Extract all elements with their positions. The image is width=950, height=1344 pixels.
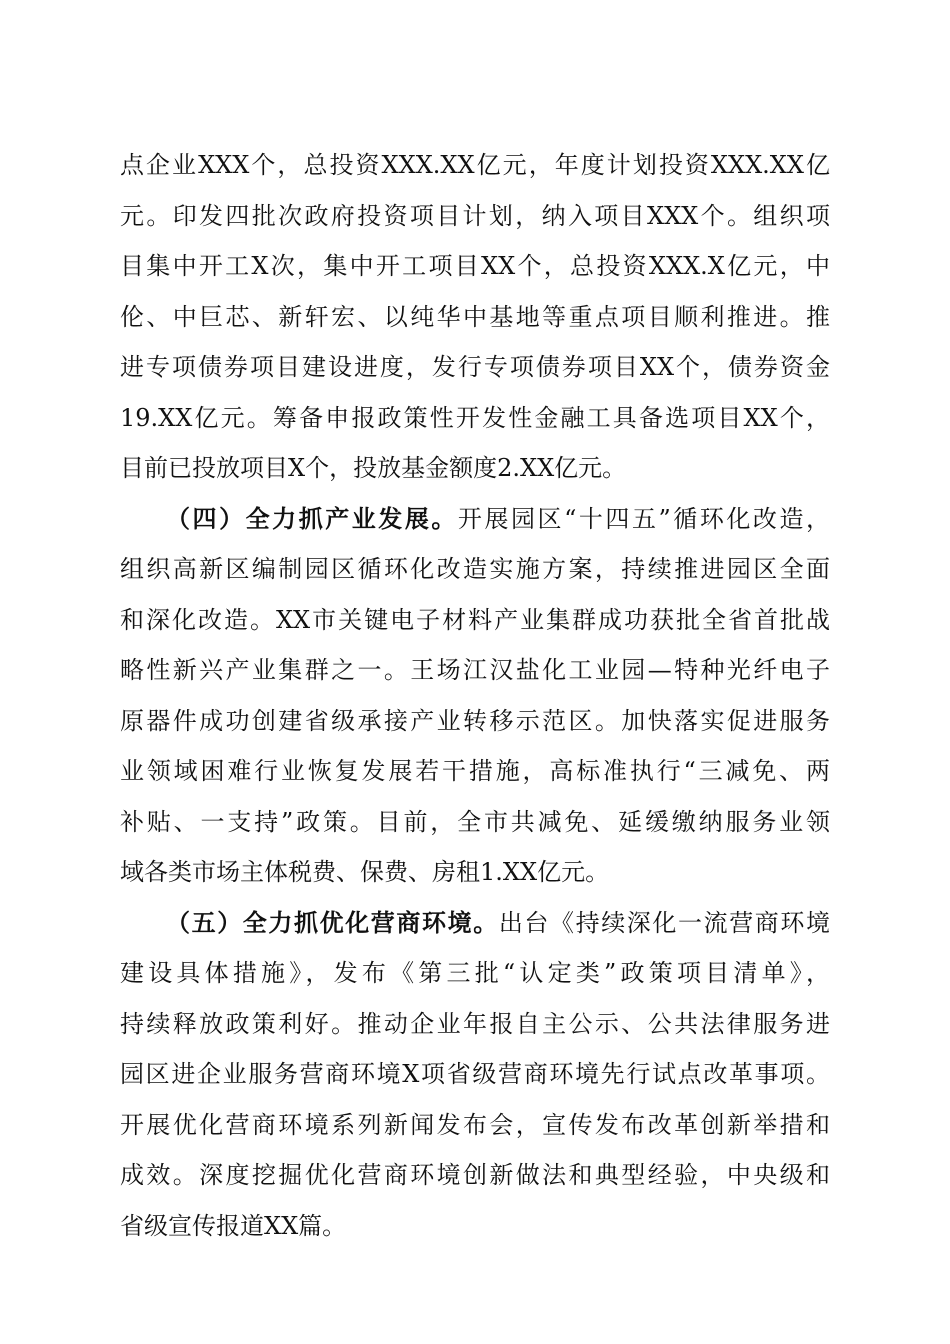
text-line: 原器件成功创建省级承接产业转移示范区。加快落实促进服务 xyxy=(120,706,830,735)
paragraph-industry-development xyxy=(120,494,830,898)
text-line: 域各类市场主体税费、保费、房租1.XX亿元。 xyxy=(120,858,610,886)
paragraph-investment-projects xyxy=(120,140,830,494)
text-line: 19.XX亿元。筹备申报政策性开发性金融工具备选项目XX个， xyxy=(120,403,830,432)
text-line: 伦、中巨芯、新轩宏、以纯华中基地等重点项目顺利推进。推 xyxy=(120,302,830,331)
text-line: 目前已投放项目X个，投放基金额度2.XX亿元。 xyxy=(120,454,627,482)
text-line: 成效。深度挖掘优化营商环境创新做法和典型经验，中央级和 xyxy=(120,1161,830,1189)
text-line: 开展优化营商环境系列新闻发布会，宣传发布改革创新举措和 xyxy=(120,1110,830,1139)
text-line: 补贴、一支持”政策。目前，全市共减免、延缓缴纳服务业领 xyxy=(120,807,830,836)
text-line: 进专项债券项目建设进度，发行专项债券项目XX个，债券资金 xyxy=(120,353,830,381)
section-heading-line xyxy=(120,898,830,949)
text-line: 组织高新区编制园区循环化改造实施方案，持续推进园区全面 xyxy=(120,555,830,583)
text-line: 业领域困难行业恢复发展若干措施，高标准执行“三减免、两 xyxy=(120,757,830,785)
text-line: 点企业XXX个，总投资XXX.XX亿元，年度计划投资XXX.XX亿 xyxy=(120,151,830,179)
text-line: 元。印发四批次政府投资项目计划，纳入项目XXX个。组织项 xyxy=(120,201,830,230)
text-line: 略性新兴产业集群之一。王场江汉盐化工业园—特种光纤电子 xyxy=(120,656,830,684)
text-line: 目集中开工X次，集中开工项目XX个，总投资XXX.X亿元，中 xyxy=(120,252,830,280)
text-line: 持续释放政策利好。推动企业年报自主公示、公共法律服务进 xyxy=(120,1009,830,1038)
document-body xyxy=(120,140,830,1251)
text-fragment: 开展园区“十四五”循环化改造， xyxy=(457,504,830,533)
text-line: 和深化改造。XX市关键电子材料产业集群成功获批全省首批战 xyxy=(120,605,830,634)
section-heading: （五）全力抓优化营商环境。 xyxy=(166,907,499,937)
text-fragment: 出台《持续深化一流营商环境 xyxy=(498,908,831,937)
section-heading-line xyxy=(120,494,830,545)
text-line: 省级宣传报道XX篇。 xyxy=(120,1211,347,1240)
text-line: 园区进企业服务营商环境X项省级营商环境先行试点改革事项。 xyxy=(120,1060,830,1088)
section-heading: （四）全力抓产业发展。 xyxy=(166,503,458,533)
text-line: 建设具体措施》，发布《第三批“认定类”政策项目清单》， xyxy=(120,959,830,987)
paragraph-business-environment xyxy=(120,898,830,1252)
